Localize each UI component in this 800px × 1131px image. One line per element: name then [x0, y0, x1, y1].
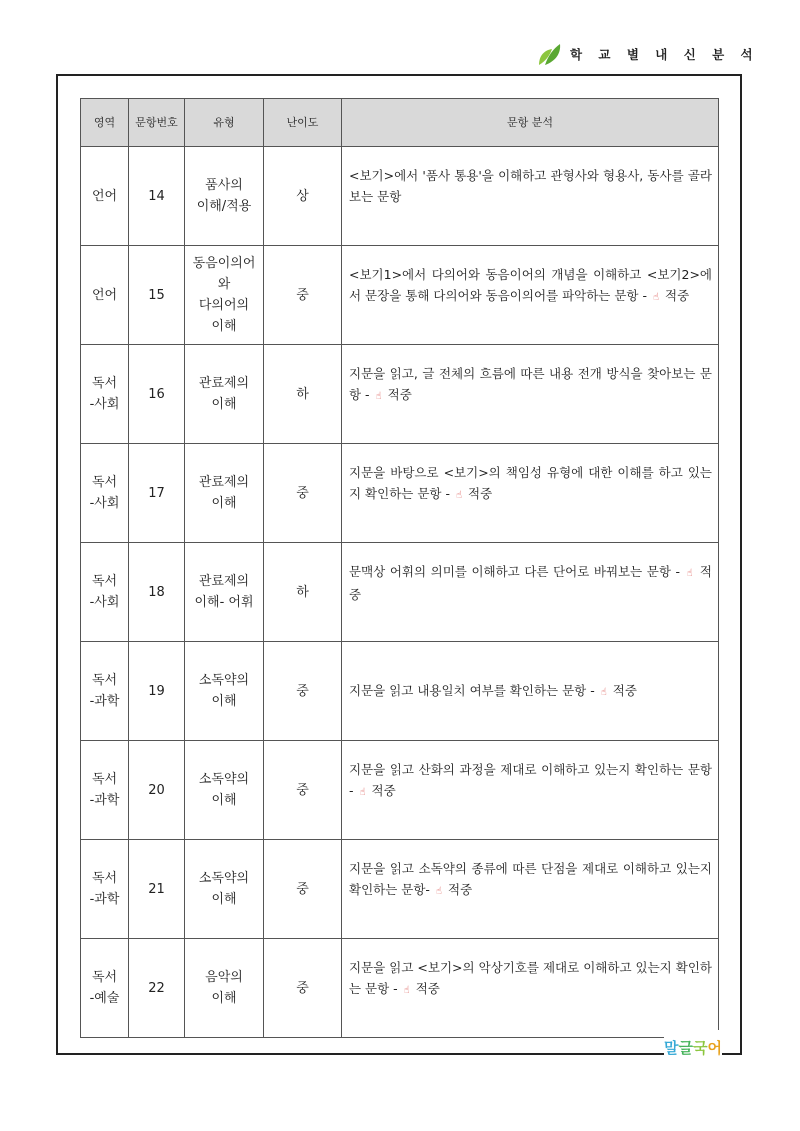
difficulty-cell: 상	[264, 147, 342, 246]
analysis-text: <보기1>에서 다의어와 동음이어의 개념을 이해하고 <보기2>에서 문장을 통해 다의어와 동음이의어를 파악하는 문항 -	[349, 267, 712, 303]
area-cell: 독서 -과학	[81, 840, 129, 939]
analysis-cell	[342, 246, 719, 345]
pointing-hand-icon: ☝	[435, 886, 443, 897]
table-row	[81, 345, 719, 444]
col-header-area: 영역	[81, 99, 129, 147]
pointing-hand-icon: ☝	[600, 686, 607, 698]
hit-label: 적중	[367, 783, 396, 798]
analysis-cell	[342, 642, 719, 741]
number-cell: 17	[129, 444, 185, 543]
area-cell: 독서 -사회	[81, 444, 129, 543]
type-cell: 소독약의 이해	[185, 741, 264, 840]
type-cell: 관료제의 이해- 어휘	[185, 543, 264, 642]
col-header-number: 문항번호	[129, 99, 185, 147]
analysis-text: 지문을 읽고 소독약의 종류에 따른 단점을 제대로 이해하고 있는지 확인하는 문항-	[349, 861, 712, 897]
type-cell: 소독약의 이해	[185, 840, 264, 939]
number-cell: 20	[129, 741, 185, 840]
hit-label: 적중	[661, 288, 690, 303]
number-cell: 14	[129, 147, 185, 246]
difficulty-cell: 중	[264, 939, 342, 1038]
type-cell: 동음이의어 와 다의어의 이해	[185, 246, 264, 345]
table-row	[81, 642, 719, 741]
number-cell: 16	[129, 345, 185, 444]
analysis-table	[80, 98, 719, 1038]
table-row	[81, 840, 719, 939]
difficulty-cell: 중	[264, 246, 342, 345]
area-cell: 언어	[81, 147, 129, 246]
table-row	[81, 444, 719, 543]
analysis-cell	[342, 543, 719, 642]
type-cell: 소독약의 이해	[185, 642, 264, 741]
table-header-row	[81, 99, 719, 147]
difficulty-cell: 중	[264, 741, 342, 840]
area-cell: 독서 -사회	[81, 543, 129, 642]
leaf-icon	[536, 41, 562, 67]
pointing-hand-icon: ☝	[359, 787, 366, 798]
type-cell: 음악의 이해	[185, 939, 264, 1038]
table-row	[81, 246, 719, 345]
number-cell: 15	[129, 246, 185, 345]
difficulty-cell: 하	[264, 543, 342, 642]
brand-logo: 말글국어	[664, 1030, 722, 1064]
analysis-text: 지문을 읽고 <보기>의 악상기호를 제대로 이해하고 있는지 확인하는 문항 -	[349, 960, 712, 996]
number-cell: 19	[129, 642, 185, 741]
difficulty-cell: 중	[264, 444, 342, 543]
col-header-difficulty: 난이도	[264, 99, 342, 147]
col-header-analysis: 문항 분석	[342, 99, 719, 147]
table-row	[81, 543, 719, 642]
header-brand	[536, 40, 759, 68]
pointing-hand-icon: ☝	[686, 568, 694, 579]
pointing-hand-icon: ☝	[455, 490, 463, 501]
pointing-hand-icon: ☝	[652, 292, 660, 303]
area-cell: 독서 -과학	[81, 642, 129, 741]
hit-label: 적중	[444, 882, 473, 897]
hit-label: 적중	[349, 564, 712, 602]
table-row	[81, 147, 719, 246]
number-cell: 22	[129, 939, 185, 1038]
difficulty-cell: 중	[264, 840, 342, 939]
analysis-cell	[342, 939, 719, 1038]
analysis-text: 문맥상 어휘의 의미를 이해하고 다른 단어로 바꿔보는 문항 -	[349, 564, 685, 579]
analysis-cell	[342, 444, 719, 543]
analysis-text: 지문을 바탕으로 <보기>의 책임성 유형에 대한 이해를 하고 있는지 확인하는 문항 -	[349, 465, 712, 501]
difficulty-cell: 중	[264, 642, 342, 741]
hit-label: 적중	[411, 981, 440, 996]
area-cell: 독서 -사회	[81, 345, 129, 444]
type-cell: 품사의 이해/적용	[185, 147, 264, 246]
hit-label: 적중	[608, 682, 637, 698]
pointing-hand-icon: ☝	[375, 391, 382, 402]
analysis-text: 지문을 읽고 내용일치 여부를 확인하는 문항 -	[349, 682, 599, 698]
analysis-text: <보기>에서 '품사 통용'을 이해하고 관형사와 형용사, 동사를 골라 보는 문항	[349, 168, 712, 204]
analysis-text: 지문을 읽고, 글 전체의 흐름에 따른 내용 전개 방식을 찾아보는 문항 -	[349, 366, 712, 402]
analysis-cell	[342, 147, 719, 246]
table-row	[81, 741, 719, 840]
analysis-cell	[342, 345, 719, 444]
number-cell: 18	[129, 543, 185, 642]
pointing-hand-icon: ☝	[403, 985, 410, 996]
header-title: 학 교 별 내 신 분 석	[570, 47, 759, 62]
analysis-text: 지문을 읽고 산화의 과정을 제대로 이해하고 있는지 확인하는 문항 -	[349, 762, 712, 798]
difficulty-cell: 하	[264, 345, 342, 444]
hit-label: 적중	[383, 387, 412, 402]
area-cell: 독서 -과학	[81, 741, 129, 840]
analysis-cell	[342, 741, 719, 840]
number-cell: 21	[129, 840, 185, 939]
col-header-type: 유형	[185, 99, 264, 147]
hit-label: 적중	[464, 486, 493, 501]
area-cell: 독서 -예술	[81, 939, 129, 1038]
table-row	[81, 939, 719, 1038]
type-cell: 관료제의 이해	[185, 345, 264, 444]
type-cell: 관료제의 이해	[185, 444, 264, 543]
analysis-cell	[342, 840, 719, 939]
area-cell: 언어	[81, 246, 129, 345]
